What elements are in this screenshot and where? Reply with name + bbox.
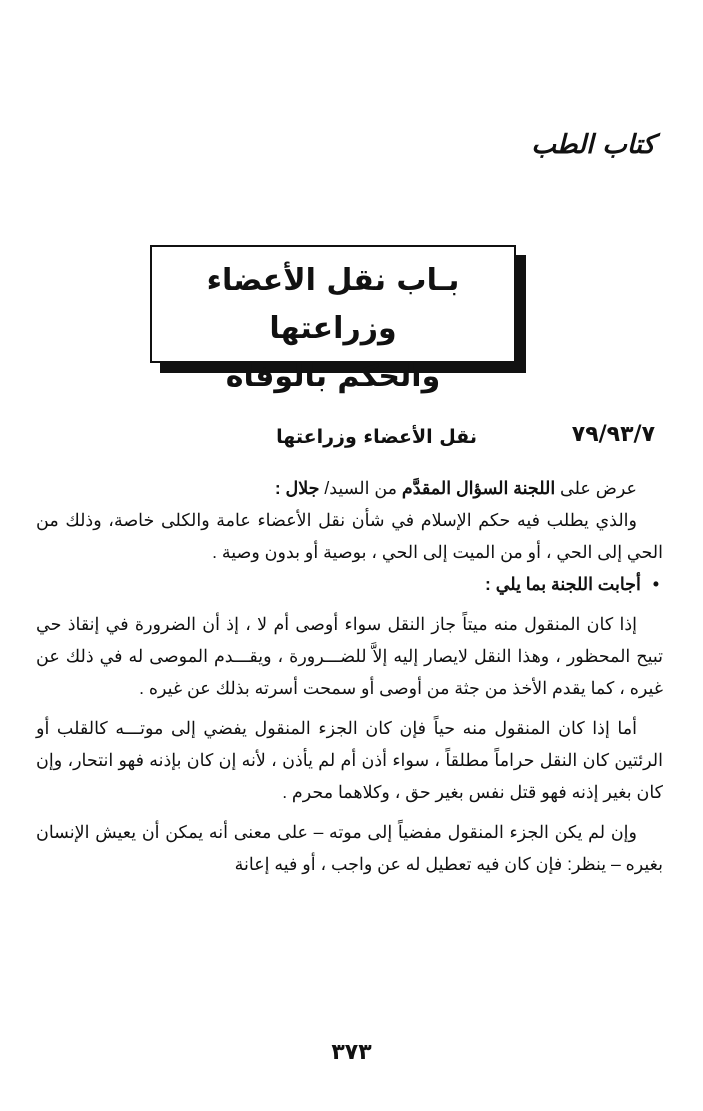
intro-bold-subject: اللجنة السؤال المقدَّم (401, 478, 556, 498)
body-text (36, 472, 663, 880)
answer-paragraph-3: وإن لم يكن الجزء المنقول مفضياً إلى موته – على معنى أنه يمكن أن يعيش الإنسان بغيره – ينظر: فإن كان فيه تعطيل له عن واجب ، أو فيه إعانة (36, 822, 663, 874)
page-number: ٣٧٣ (331, 1040, 372, 1065)
running-head: كتاب الطب (531, 130, 655, 160)
question-paragraph: والذي يطلب فيه حكم الإسلام في شأن نقل الأعضاء عامة والكلى خاصة، وذلك من الحي إلى الحي ، أو من الميت إلى الحي ، بوصية أو بدون وصية . (36, 510, 663, 562)
intro-middle: من السيد/ (319, 478, 402, 498)
section-reference-number: ٧٩/٩٣/٧ (571, 422, 655, 447)
answer-heading-text: أجابت اللجنة بما يلي : (485, 574, 641, 594)
answer-paragraph-2: أما إذا كان المنقول منه حياً فإن كان الجزء المنقول يفضي إلى موتـــه كالقلب أو الرئتين كان النقل حراماً مطلقاً ، سواء أذن أم لم يأذن ، لأنه إن كان بإذنه فهو انتحار، وإن كان بغير إذنه فهو قتل نفس بغير حق ، وكلاهما محرم . (36, 718, 663, 802)
answer-paragraph-1: إذا كان المنقول منه ميتاً جاز النقل سواء أوصى أم لا ، إذ أن الضرورة في إنقاذ حي تبيح المحظور ، وهذا النقل لايصار إليه إلاَّ للضـــرورة ، ويقـــدم الموصى له في ذلك عن غيره ، كما يقدم الأخذ من جثة من أوصى أو سمحت أسرته بذلك عن غيره . (36, 614, 663, 698)
chapter-title-box (150, 245, 516, 394)
answer-heading (36, 568, 663, 600)
section-heading-row (40, 422, 655, 456)
intro-name: جلال : (274, 478, 320, 498)
intro-paragraph (36, 472, 663, 504)
bullet-icon: • (652, 574, 659, 594)
section-title: نقل الأعضاء وزراعتها (276, 426, 477, 448)
intro-prefix: عرض على (555, 478, 637, 498)
chapter-title-line-2: والحكم بالوفاة (225, 359, 441, 394)
chapter-title-line-1: بـاب نقل الأعضاء وزراعتها (206, 263, 460, 346)
